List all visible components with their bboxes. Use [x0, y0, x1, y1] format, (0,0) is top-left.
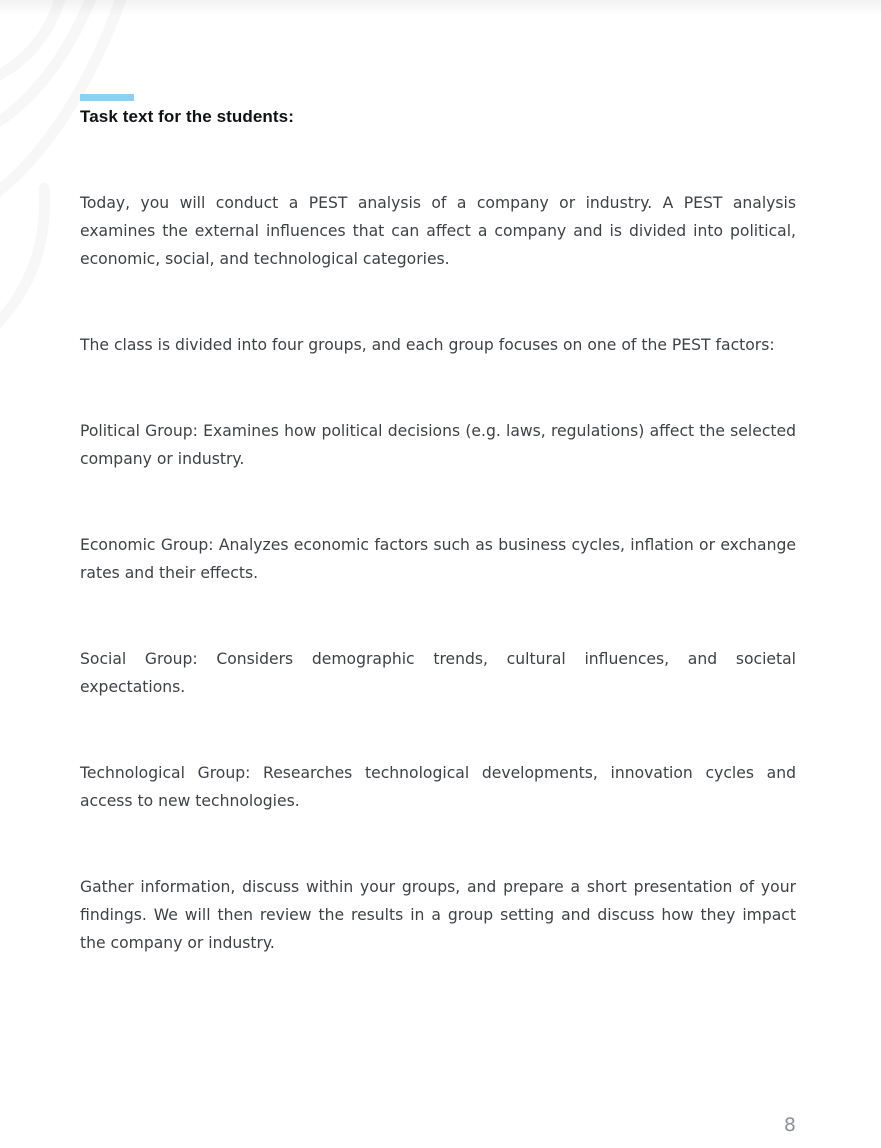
accent-bar [80, 94, 134, 101]
body-text [80, 189, 796, 957]
section-heading: Task text for the students: [80, 107, 294, 126]
paragraph: Social Group: Considers demographic trends, cultural influences, and societal expectations. [80, 650, 796, 696]
paragraph: Political Group: Examines how political decisions (e.g. laws, regulations) affect the selected company or industry. [80, 422, 796, 468]
paragraph: Gather information, discuss within your groups, and prepare a short presentation of your findings. We will then review the results in a group setting and discuss how they impact the company or industry. [80, 878, 796, 952]
paragraph: The class is divided into four groups, and each group focuses on one of the PEST factors: [80, 336, 775, 354]
paragraph: Technological Group: Researches technological developments, innovation cycles and access to new technologies. [80, 764, 796, 810]
page-content [80, 0, 796, 957]
paragraph: Today, you will conduct a PEST analysis of a company or industry. A PEST analysis examines the external influences that can affect a company and is divided into political, economic, social, and technological categories. [80, 194, 796, 268]
paragraph: Economic Group: Analyzes economic factors such as business cycles, inflation or exchange rates and their effects. [80, 536, 796, 582]
page-number: 8 [783, 1114, 796, 1136]
